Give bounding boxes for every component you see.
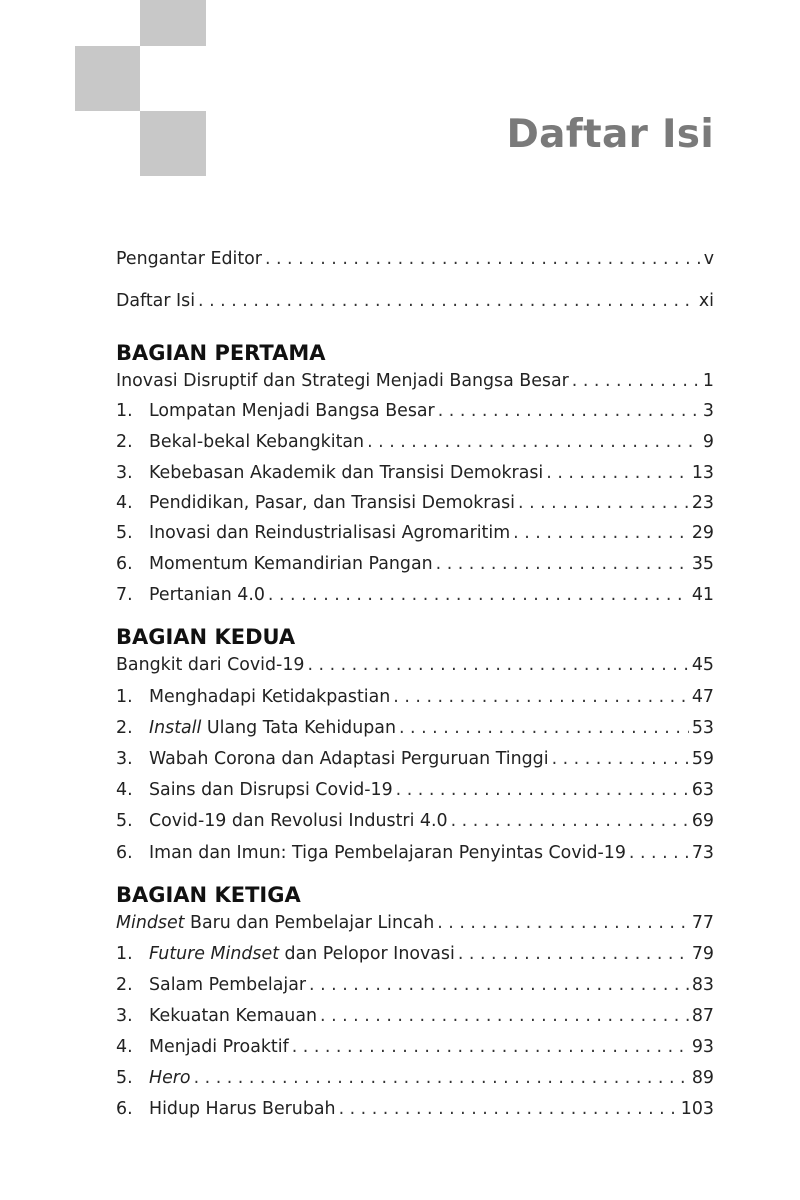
chapter-number: 1. [116,401,133,421]
toc-part-intro[interactable] [116,367,714,395]
chapter-number: 4. [116,780,133,800]
part-heading-kedua: BAGIAN KEDUA [116,625,296,649]
chapter-number: 6. [116,1099,133,1119]
toc-entry-title: Sains dan Disrupsi Covid-19 [149,780,393,800]
chapter-number: 3. [116,463,133,483]
toc-part-intro[interactable] [116,651,714,679]
toc-entry-title: Momentum Kemandirian Pangan [149,554,433,574]
toc-entry-title: Menjadi Proaktif [149,1037,289,1057]
toc-page-number: 77 [691,913,714,933]
page-title: Daftar Isi [506,112,714,157]
dot-leader [292,1033,689,1061]
dot-leader [198,287,696,315]
toc-chapter-entry[interactable] [116,1002,714,1030]
toc-entry-title-italic: Install [149,718,202,738]
toc-chapter-entry[interactable] [116,714,714,742]
toc-chapter-entry[interactable] [116,971,714,999]
toc-entry-title: Bangkit dari Covid-19 [116,655,305,675]
chapter-number: 4. [116,493,133,513]
dot-leader [552,745,689,773]
part-heading-ketiga: BAGIAN KETIGA [116,883,301,907]
dot-leader [320,1002,689,1030]
toc-entry-title [149,714,396,742]
toc-page-number: 83 [691,975,714,995]
toc-page-number: 47 [691,687,714,707]
toc-entry-title: Wabah Corona dan Adaptasi Perguruan Tinggi [149,749,549,769]
toc-page-number: 93 [691,1037,714,1057]
toc-entry-title-rest: Baru dan Pembelajar Lincah [184,913,435,933]
chapter-number: 1. [116,687,133,707]
toc-chapter-entry[interactable] [116,839,714,867]
toc-page-number: 87 [691,1006,714,1026]
toc-page-number: v [703,249,714,269]
dot-leader [339,1095,678,1123]
toc-entry-title: Covid-19 dan Revolusi Industri 4.0 [149,811,448,831]
toc-page-number: 1 [702,371,714,391]
chapter-number: 2. [116,975,133,995]
toc-page-number: 13 [691,463,714,483]
toc-entry-title-rest: Ulang Tata Kehidupan [201,718,396,738]
chapter-number: 5. [116,523,133,543]
dot-leader [399,714,689,742]
toc-page-number: 73 [691,843,714,863]
toc-chapter-entry[interactable] [116,459,714,487]
toc-entry-title: Pengantar Editor [116,249,262,269]
chapter-number: 3. [116,749,133,769]
dot-leader [437,909,689,937]
toc-chapter-entry[interactable] [116,807,714,835]
toc-chapter-entry[interactable] [116,519,714,547]
dot-leader [513,519,689,547]
dot-leader [396,776,689,804]
decor-square-top [140,0,206,46]
toc-page-number: xi [698,291,714,311]
chapter-number: 3. [116,1006,133,1026]
toc-page-number: 35 [691,554,714,574]
toc-entry-title: Lompatan Menjadi Bangsa Besar [149,401,435,421]
toc-page-number: 53 [691,718,714,738]
chapter-number: 2. [116,432,133,452]
toc-page-number: 63 [691,780,714,800]
chapter-number: 7. [116,585,133,605]
dot-leader [367,428,700,456]
dot-leader [438,397,700,425]
dot-leader [546,459,689,487]
toc-page-number: 29 [691,523,714,543]
toc-entry-title: Bekal-bekal Kebangkitan [149,432,365,452]
chapter-number: 2. [116,718,133,738]
chapter-number: 6. [116,554,133,574]
dot-leader [265,245,701,273]
toc-chapter-entry[interactable] [116,776,714,804]
toc-chapter-entry[interactable] [116,1095,714,1123]
toc-page-number: 59 [691,749,714,769]
toc-entry-pengantar-editor[interactable] [116,245,714,273]
dot-leader [572,367,700,395]
toc-entry-title-italic: Future Mindset [149,944,280,964]
dot-leader [309,971,689,999]
toc-entry-title: Iman dan Imun: Tiga Pembelajaran Penyintas Covid-19 [149,843,626,863]
toc-chapter-entry[interactable] [116,489,714,517]
dot-leader [518,489,689,517]
toc-page-number: 79 [691,944,714,964]
part-heading-pertama: BAGIAN PERTAMA [116,341,326,365]
chapter-number: 5. [116,1068,133,1088]
toc-entry-title: Inovasi dan Reindustrialisasi Agromaritim [149,523,511,543]
dot-leader [629,839,689,867]
toc-entry-daftar-isi[interactable] [116,287,714,315]
toc-page-number: 103 [680,1099,714,1119]
toc-part-intro[interactable] [116,909,714,937]
dot-leader [393,683,689,711]
toc-entry-title [149,1064,191,1092]
decor-square-middle [75,46,140,111]
toc-page-number: 45 [691,655,714,675]
dot-leader [451,807,689,835]
chapter-number: 4. [116,1037,133,1057]
toc-chapter-entry[interactable] [116,550,714,578]
toc-entry-title [149,940,455,968]
toc-entry-title: Kekuatan Kemauan [149,1006,318,1026]
toc-entry-title: Kebebasan Akademik dan Transisi Demokrasi [149,463,544,483]
dot-leader [194,1064,689,1092]
toc-entry-title: Hidup Harus Berubah [149,1099,336,1119]
toc-chapter-entry[interactable] [116,1033,714,1061]
toc-entry-title [116,909,434,937]
toc-entry-title: Pertanian 4.0 [149,585,265,605]
dot-leader [268,581,689,609]
toc-entry-title: Inovasi Disruptif dan Strategi Menjadi Bangsa Besar [116,371,569,391]
toc-page-number: 23 [691,493,714,513]
chapter-number: 1. [116,944,133,964]
dot-leader [436,550,689,578]
toc-page-number: 3 [702,401,714,421]
toc-chapter-entry[interactable] [116,397,714,425]
chapter-number: 5. [116,811,133,831]
toc-entry-title: Menghadapi Ketidakpastian [149,687,391,707]
toc-page-number: 69 [691,811,714,831]
decor-square-bottom [140,111,206,176]
chapter-number: 6. [116,843,133,863]
toc-chapter-entry[interactable] [116,940,714,968]
toc-page-number: 89 [691,1068,714,1088]
dot-leader [458,940,689,968]
toc-entry-title: Pendidikan, Pasar, dan Transisi Demokrasi [149,493,516,513]
toc-page-number: 41 [691,585,714,605]
toc-entry-title: Daftar Isi [116,291,196,311]
toc-page-number: 9 [702,432,714,452]
toc-chapter-entry[interactable] [116,1064,714,1092]
toc-chapter-entry[interactable] [116,683,714,711]
toc-chapter-entry[interactable] [116,428,714,456]
toc-entry-title-italic: Mindset [116,913,185,933]
dot-leader [307,651,688,679]
toc-chapter-entry[interactable] [116,745,714,773]
toc-chapter-entry[interactable] [116,581,714,609]
toc-entry-title: Salam Pembelajar [149,975,307,995]
toc-entry-title-italic: Hero [149,1068,191,1088]
toc-entry-title-rest: dan Pelopor Inovasi [279,944,455,964]
